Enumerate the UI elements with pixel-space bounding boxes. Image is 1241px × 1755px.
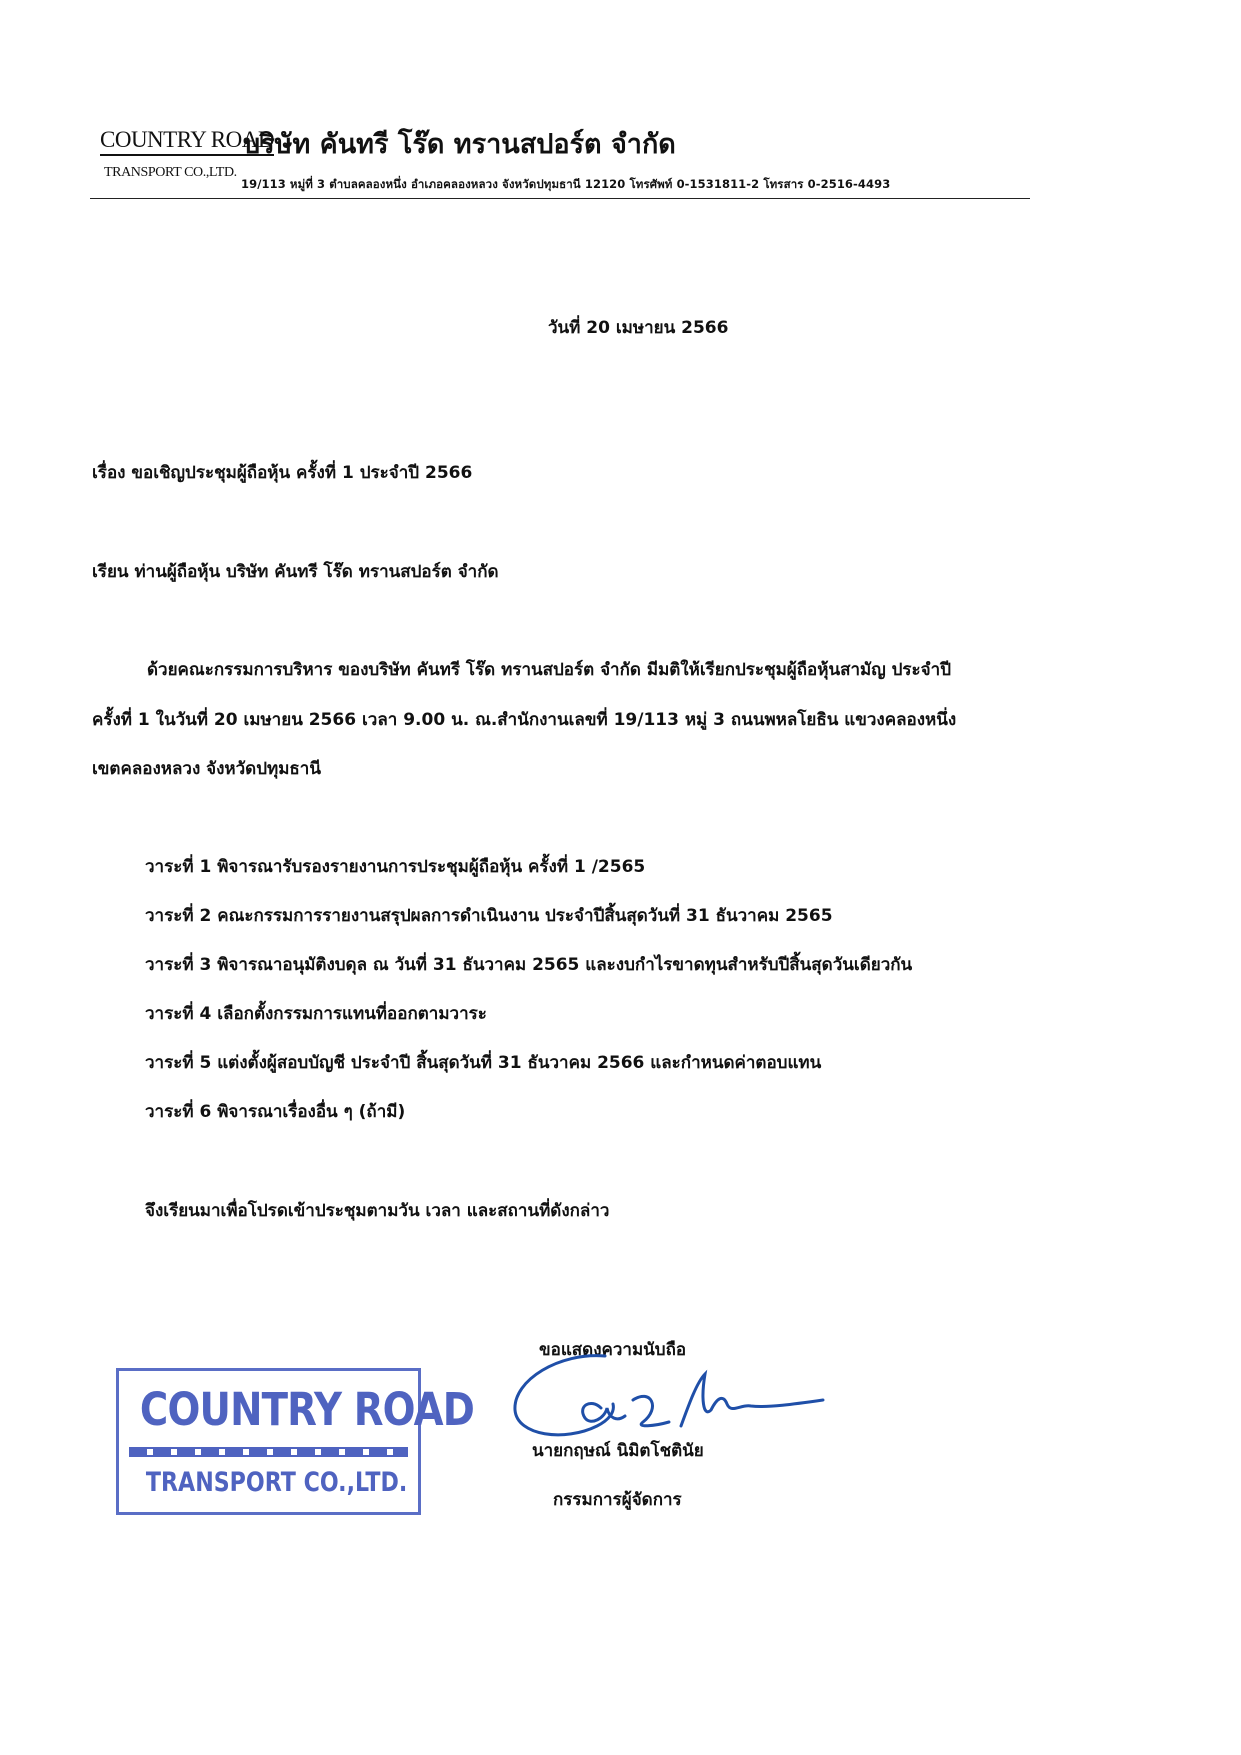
letter-recipient: เรียน ท่านผู้ถือหุ้น บริษัท คันทรี โร๊ด ทรานสปอร์ต จำกัด	[92, 562, 499, 582]
body-line-3: เขตคลองหลวง จังหวัดปทุมธานี	[92, 759, 321, 779]
handwritten-signature	[505, 1338, 835, 1458]
letterhead-divider	[90, 198, 1030, 199]
agenda-item-1: วาระที่ 1 พิจารณารับรองรายงานการประชุมผู้ถือหุ้น ครั้งที่ 1 /2565	[145, 857, 646, 877]
agenda-item-2: วาระที่ 2 คณะกรรมการรายงานสรุปผลการดำเนินงาน ประจำปีสิ้นสุดวันที่ 31 ธันวาคม 2565	[145, 906, 833, 926]
stamp-line-2: TRANSPORT CO.,LTD.	[145, 1467, 408, 1498]
letterhead-logo-top: COUNTRY ROAD	[100, 127, 274, 156]
agenda-item-4: วาระที่ 4 เลือกตั้งกรรมการแทนที่ออกตามวาระ	[145, 1004, 487, 1024]
agenda-item-6: วาระที่ 6 พิจารณาเรื่องอื่น ๆ (ถ้ามี)	[145, 1102, 406, 1122]
body-line-1: ด้วยคณะกรรมการบริหาร ของบริษัท คันทรี โร๊ด ทรานสปอร์ต จำกัด มีมติให้เรียกประชุมผู้ถือหุ้นสามัญ ประจำปี	[147, 660, 951, 680]
letter-subject: เรื่อง ขอเชิญประชุมผู้ถือหุ้น ครั้งที่ 1 ประจำปี 2566	[92, 463, 473, 483]
agenda-item-3: วาระที่ 3 พิจารณาอนุมัติงบดุล ณ วันที่ 31 ธันวาคม 2565 และงบกำไรขาดทุนสำหรับปีสิ้นสุดวันเดียวกัน	[145, 955, 913, 975]
stamp-divider	[129, 1447, 408, 1457]
letterhead-address: 19/113 หมู่ที่ 3 ตำบลคลองหนึ่ง อำเภอคลองหลวง จังหวัดปทุมธานี 12120 โทรศัพท์ 0-1531811-2 โทรสาร 0-2516-4493	[241, 177, 891, 191]
signoff-regards: ขอแสดงความนับถือ	[539, 1340, 687, 1360]
closing-line: จึงเรียนมาเพื่อโปรดเข้าประชุมตามวัน เวลา และสถานที่ดังกล่าว	[145, 1201, 610, 1221]
signatory-name: นายกฤษณ์ นิมิตโชตินัย	[532, 1441, 704, 1461]
agenda-item-5: วาระที่ 5 แต่งตั้งผู้สอบบัญชี ประจำปี สิ้นสุดวันที่ 31 ธันวาคม 2566 และกำหนดค่าตอบแทน	[145, 1053, 822, 1073]
stamp-line-1: COUNTRY ROAD	[139, 1383, 475, 1436]
letter-date: วันที่ 20 เมษายน 2566	[548, 318, 729, 338]
company-stamp	[116, 1368, 475, 1515]
letterhead-logo-bottom: TRANSPORT CO.,LTD.	[104, 165, 237, 180]
signatory-title: กรรมการผู้จัดการ	[553, 1490, 682, 1510]
body-line-2: ครั้งที่ 1 ในวันที่ 20 เมษายน 2566 เวลา 9.00 น. ณ.สำนักงานเลขที่ 19/113 หมู่ 3 ถนนพหลโยธิน แขวงคลองหนึ่ง	[92, 710, 957, 730]
letterhead-company-name: บริษัท คันทรี โร๊ด ทรานสปอร์ต จำกัด	[243, 129, 676, 160]
